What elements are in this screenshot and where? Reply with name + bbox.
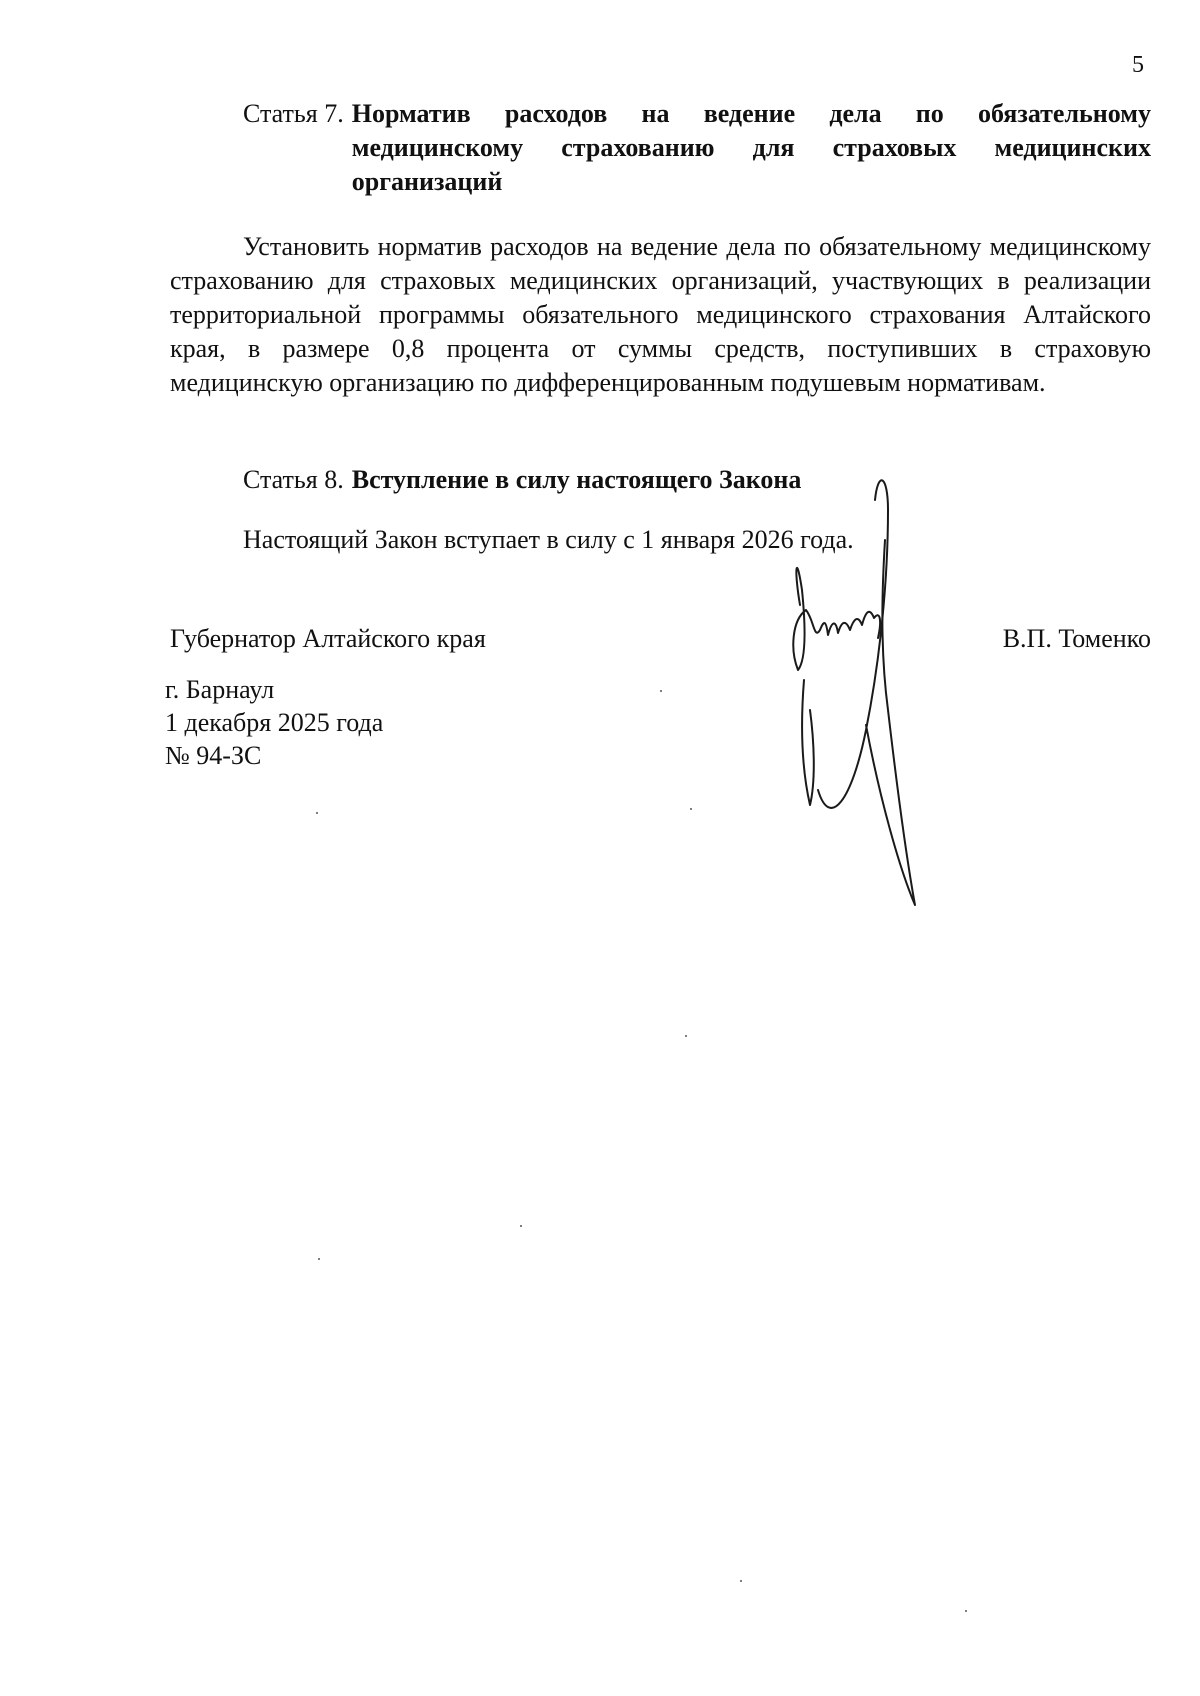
signature-row: [170, 622, 1151, 656]
article-7-text: Установить норматив расходов на ведение дела по обязательному медицинскому страхованию для страховых медицинских организаций, участвующих в реализации территориальной программы обязательного медицинского страхования Алтайского края, в размере 0,8 процента от суммы средств, поступивших в страховую медицинскую организацию по дифференцированным подушевым нормативам.: [170, 232, 1151, 397]
article-7-title: Норматив расходов на ведение дела по обязательному медицинскому страхованию для страховых медицинских организаций: [351, 99, 1151, 196]
article-8-title: Вступление в силу настоящего Закона: [351, 465, 802, 494]
article-7-number: Статья 7.: [243, 99, 344, 128]
signatory-name: В.П. Томенко: [1002, 624, 1151, 653]
issue-details: [165, 673, 383, 772]
article-8-text: Настоящий Закон вступает в силу с 1 января 2026 года.: [243, 525, 854, 554]
issue-date: 1 декабря 2025 года: [165, 708, 384, 737]
article-8-number: Статья 8.: [243, 465, 344, 494]
issue-number: № 94-ЗС: [165, 741, 262, 770]
page-number: 5: [1132, 52, 1144, 78]
issue-place: г. Барнаул: [165, 675, 275, 704]
handwritten-signature: [770, 470, 970, 920]
article-7-heading: [243, 97, 1151, 199]
signatory-position: Губернатор Алтайского края: [170, 624, 486, 653]
article-8-heading: [243, 463, 1151, 497]
